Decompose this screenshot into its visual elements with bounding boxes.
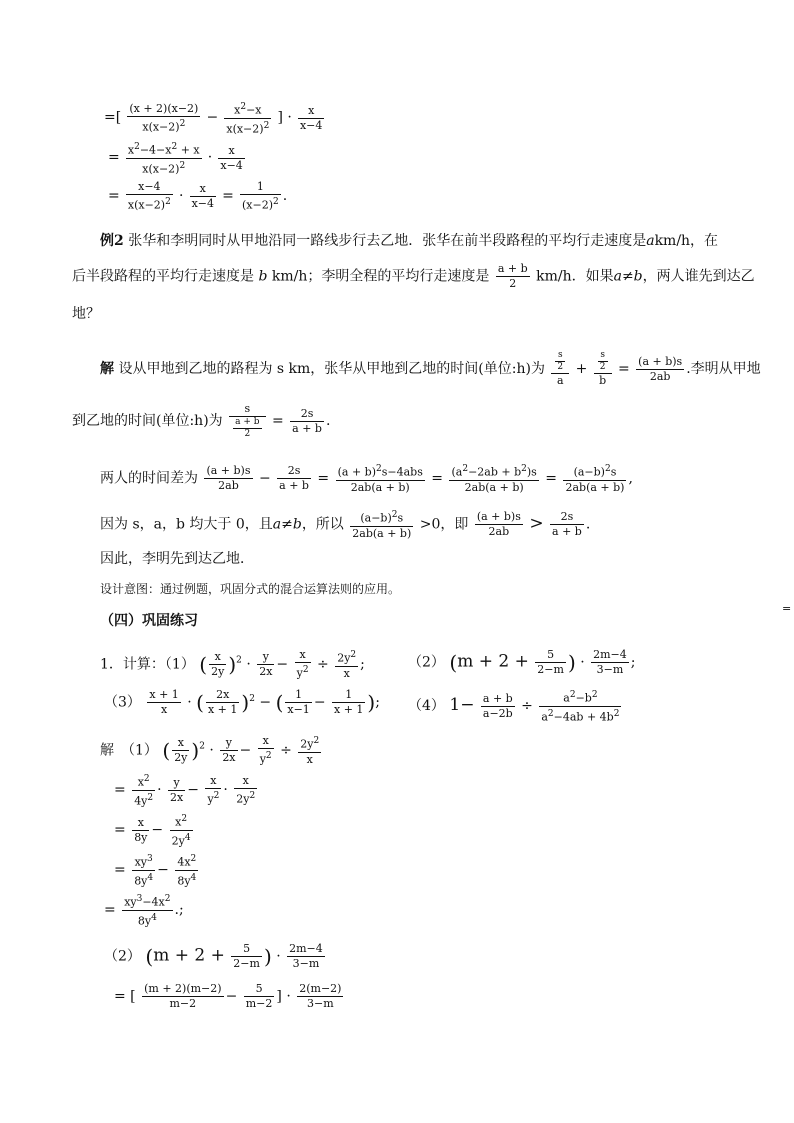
fraction: $\frac{2s}{a + b}$ (292, 406, 322, 435)
example-label: 例2 (100, 233, 124, 249)
solution-text: >0，即 (419, 516, 469, 533)
ex-solution-1-step-3: = $\frac{xy^3}{8y^4}$ − $\frac{4x^2}{8y^4}$ (114, 854, 197, 888)
solution-line-5 (100, 548, 254, 568)
fraction: $\frac{y}{2x}$ (259, 649, 273, 678)
fraction: $\frac{x}{x-4}$ (191, 181, 214, 210)
ex-solution-2: （2） (m + 2 + $\frac{5}{2-m}$ ) · $\frac{2m-4}{3-m}$ (104, 942, 323, 970)
fraction: $\frac{2(m-2)}{3-m}$ (299, 982, 342, 1010)
fraction: $\frac{(a^2-2ab + b^2)s}{2ab(a + b)}$ (451, 464, 537, 494)
fraction: $\frac{4x^2}{8y^4}$ (177, 854, 197, 888)
exercise-label: （4） (408, 698, 445, 715)
fraction: $\frac{5}{2-m}$ (233, 942, 260, 970)
equals-sign: = (222, 187, 234, 204)
example-text: ，两人谁先到达乙 (642, 268, 755, 285)
fraction: $\frac{1}{(x-2)^2}$ (242, 180, 279, 212)
equals-bracket: =[ (104, 109, 122, 126)
fraction: $\frac{x}{y^2}$ (296, 648, 309, 680)
example2-line-3 (72, 303, 100, 323)
exercise-label: （2） (104, 948, 141, 965)
condition: a≠b (272, 516, 302, 533)
fraction: $\frac{(a + b)s}{2ab}$ (638, 354, 683, 383)
fraction: $\frac{y}{2x}$ (170, 775, 184, 804)
side-mark (782, 602, 791, 615)
fraction: $\frac{x}{2y}$ (174, 735, 188, 764)
fraction: $\frac{x}{2y^2}$ (236, 773, 256, 806)
fraction: $\frac{(a-b)^2s}{2ab(a + b)}$ (565, 464, 625, 494)
fraction: $\frac{xy^3-4x^2}{8y^4}$ (124, 894, 171, 928)
design-intent-text: 设计意图：通过例题，巩固分式的混合运算法则的应用。 (100, 582, 401, 596)
ex-solution-1-step-2: = $\frac{x}{8y}$ − $\frac{x^2}{2y^4}$ (114, 814, 191, 848)
fraction: $\frac{5}{2-m}$ (537, 648, 564, 676)
exercise-item-2: （2） (m + 2 + $\frac{5}{2-m}$ ) · $\frac{2m-4}{3-m}$ ; (408, 648, 636, 676)
exercise-label: 解 （1） (100, 742, 158, 759)
fraction: $\frac{a + b}{2}$ (497, 262, 528, 290)
fraction: $\frac{2y^2}{x}$ (337, 650, 357, 680)
fraction: $\frac{\frac{s}{2}}{b}$ (594, 350, 612, 388)
fraction: $\frac{x}{2y}$ (211, 649, 225, 678)
solution-text: 因为 s，a，b 均大于 0，且 (100, 516, 273, 533)
fraction: $\frac{2m-4}{3-m}$ (593, 648, 627, 676)
fraction: $\frac{x}{y^2}$ (259, 734, 272, 766)
fraction: $\frac{x}{8y}$ (134, 815, 148, 844)
solution-label: 解 (100, 361, 114, 377)
derivation-line-2: = $\frac{x^2-4-x^2 + x}{x(x-2)^2}$ · $\frac{x}{x-4}$ (108, 142, 243, 176)
fraction: $\frac{x}{y^2}$ (207, 773, 220, 806)
equals-sign: = (108, 187, 120, 204)
var-a: a (646, 233, 655, 249)
solution-line-2: 到乙地的时间(单位:h)为 $\frac{s}{\frac{a + b}{2}}$ = $\frac{2s}{a + b}$ . (72, 402, 331, 439)
fraction: $\frac{2s}{a + b}$ (279, 463, 309, 492)
fraction: $\frac{5}{m-2}$ (245, 982, 273, 1010)
fraction: $\frac{(a-b)^2s}{2ab(a + b)}$ (352, 510, 412, 540)
fraction: $\frac{x^2}{4y^2}$ (134, 774, 154, 808)
bracket-close: ] · (277, 109, 292, 126)
fraction: $\frac{2x}{x + 1}$ (207, 688, 238, 716)
condition: a≠b (613, 268, 643, 285)
fraction: $\frac{(m + 2)(m-2)}{m-2}$ (144, 982, 222, 1010)
fraction: $\frac{(a + b)s}{2ab}$ (206, 463, 251, 492)
solution-text: 设从甲地到乙地的路程为 s km，张华从甲地到乙地的时间(单位:h)为 (118, 361, 545, 377)
fraction: $\frac{1}{x + 1}$ (334, 688, 364, 716)
fraction: $\frac{2y^2}{x}$ (300, 736, 320, 766)
var-b: b (258, 268, 268, 285)
fraction: $\frac{s}{\frac{a + b}{2}}$ (229, 402, 265, 440)
solution-text: 到乙地的时间(单位:h)为 (72, 413, 223, 429)
fraction: $\frac{x}{x-4}$ (299, 103, 323, 132)
exercise-item-1: 1．计算：（1） ( $\frac{x}{2y}$ )$^2$ · $\frac{y}{2x}$ − $\frac{x}{y^2}$ ÷ $\frac{2y^2}{x}$ ; (100, 648, 365, 680)
ex-solution-1: 解 （1） ( $\frac{x}{2y}$ )$^2$ · $\frac{y}{2x}$ − $\frac{x}{y^2}$ ÷ $\frac{2y^2}{x}$ (100, 734, 320, 766)
fraction: $\frac{xy^3}{8y^4}$ (134, 854, 154, 888)
example2-line-1 (100, 230, 718, 250)
exercise-item-3: （3） $\frac{x + 1}{x}$ · ( $\frac{2x}{x + 1}$ )$^2$ − ( $\frac{1}{x-1}$ − $\frac{1}{x + 1}$ ); (104, 688, 380, 716)
exercise-label: （3） (104, 694, 141, 711)
example-text: 张华和李明同时从甲地沿同一路线步行去乙地．张华在前半段路程的平均行走速度是 (128, 233, 647, 249)
equals-sign: = (108, 149, 120, 166)
fraction: $\frac{a^2-b^2}{a^2-4ab + 4b^2}$ (541, 690, 620, 724)
example-text: km/h；李明全程的平均行走速度是 (271, 268, 490, 285)
minus-sign: − (206, 109, 219, 126)
fraction: $\frac{(x + 2)(x-2)}{x(x-2)^2}$ (129, 101, 199, 134)
derivation-line-3: = $\frac{x-4}{x(x-2)^2}$ · $\frac{x}{x-4}$ = $\frac{1}{(x-2)^2}$ . (108, 180, 288, 212)
fraction: $\frac{a + b}{a-2b}$ (482, 691, 513, 720)
fraction: $\frac{x^2-x}{x(x-2)^2}$ (226, 102, 270, 136)
ex-solution-1-step-1: = $\frac{x^2}{4y^2}$ · $\frac{y}{2x}$ − $\frac{x}{y^2}$ · $\frac{x}{2y^2}$ (114, 773, 256, 808)
solution-line-1: 解 设从甲地到乙地的路程为 s km，张华从甲地到乙地的时间(单位:h)为 $\frac{\frac{s}{2}}{a}$ + $\frac{\frac{s}{2}}{b}$ = $\frac{(a + b)s}{2ab}$ .李明从甲地 (100, 350, 761, 387)
example-text: 地？ (72, 306, 100, 322)
fraction: $\frac{x + 1}{x}$ (149, 688, 179, 716)
fraction: $\frac{(a + b)s}{2ab}$ (476, 509, 521, 538)
ex-solution-1-step-4: = $\frac{xy^3-4x^2}{8y^4}$ .; (104, 894, 184, 928)
fraction: $\frac{2s}{a + b}$ (552, 509, 582, 538)
section-title (100, 610, 198, 630)
design-intent (100, 580, 400, 597)
section-title-text: （四）巩固练习 (100, 613, 198, 629)
fraction: $\frac{x-4}{x(x-2)^2}$ (127, 180, 171, 212)
exercise-label: 1．计算：（1） (100, 656, 195, 673)
solution-line-4: 因为 s，a，b 均大于 0，且a≠b，所以 $\frac{(a-b)^2s}{2ab(a + b)}$ >0，即 $\frac{(a + b)s}{2ab}$ > $\frac{2s}{a + b}$ . (100, 509, 591, 540)
solution-text: ，所以 (301, 516, 344, 533)
example-text: 后半段路程的平均行走速度是 (72, 268, 254, 285)
exercise-item-4: （4） 1− $\frac{a + b}{a-2b}$ ÷ $\frac{a^2-b^2}{a^2-4ab + 4b^2}$ (408, 690, 620, 724)
solution-text: .李明从甲地 (686, 361, 761, 377)
fraction: $\frac{1}{x-1}$ (287, 688, 310, 716)
solution-line-3: 两人的时间差为 $\frac{(a + b)s}{2ab}$ − $\frac{2s}{a + b}$ = $\frac{(a + b)^2s-4abs}{2ab(a + b)}$ = $\frac{(a^2-2ab + b^2)s}{2ab(a + b)}$ = $\frac{(a-b)^2s}{2ab(a + b)}$ , (100, 463, 633, 494)
fraction: $\frac{x^2}{2y^4}$ (171, 814, 191, 848)
fraction: $\frac{(a + b)^2s-4abs}{2ab(a + b)}$ (337, 464, 423, 494)
solution-text: 两人的时间差为 (100, 470, 198, 487)
fraction: $\frac{x}{x-4}$ (220, 143, 243, 172)
example-text: km/h．如果 (536, 268, 614, 285)
fraction: $\frac{2m-4}{3-m}$ (289, 942, 323, 970)
example2-line-2 (72, 262, 755, 291)
example-text: km/h，在 (654, 233, 719, 249)
side-mark-text: = (782, 602, 792, 615)
ex-solution-2-step-1: = [ $\frac{(m + 2)(m-2)}{m-2}$ − $\frac{5}{m-2}$ ] · $\frac{2(m-2)}{3-m}$ (114, 982, 342, 1010)
derivation-line-1 (104, 100, 326, 136)
fraction: $\frac{y}{2x}$ (222, 735, 236, 764)
exercise-label: （2） (408, 654, 445, 671)
fraction: $\frac{x^2-4-x^2 + x}{x(x-2)^2}$ (127, 142, 200, 176)
fraction: $\frac{\frac{s}{2}}{a}$ (551, 350, 569, 388)
solution-text: 因此，李明先到达乙地． (100, 551, 254, 567)
